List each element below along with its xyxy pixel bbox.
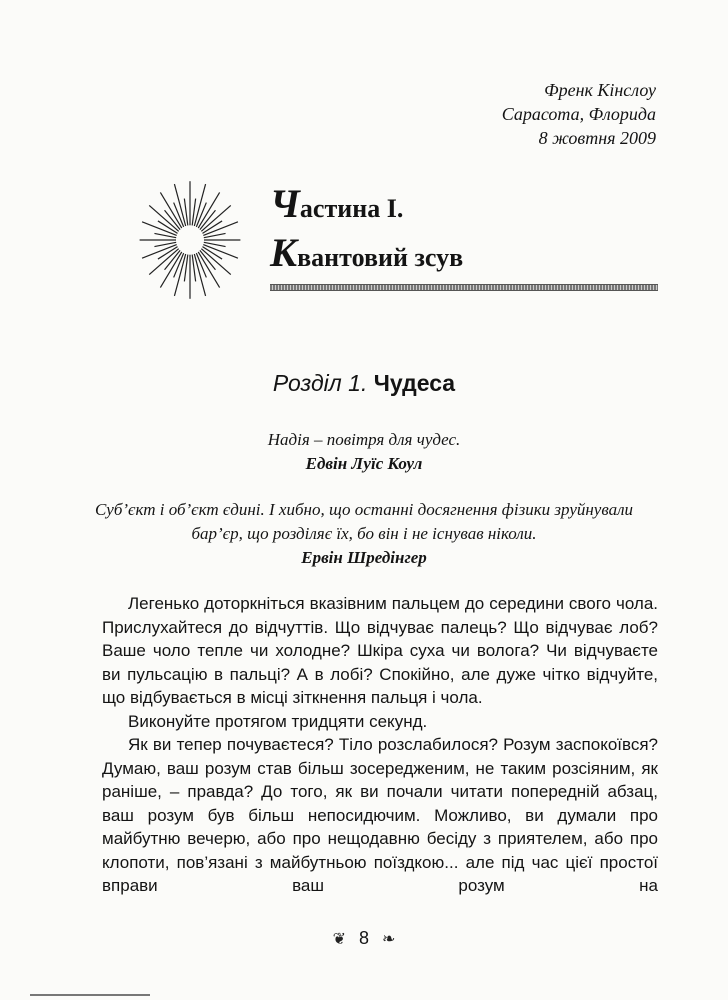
sunburst-ray (142, 222, 177, 236)
page-number: 8 (358, 928, 369, 948)
sunburst-ray (201, 205, 230, 231)
scan-edge-line (30, 994, 150, 996)
sunburst-ray (201, 249, 230, 275)
paragraph: Виконуйте протягом тридцяти секунд. (128, 711, 428, 731)
sunburst-ornament-icon (138, 178, 242, 302)
part-title-rest-2: вантовий зсув (297, 243, 464, 272)
epigraph-text: Суб’єкт і об’єкт єдині. І хибно, що останні досягнення фізики зруйнували бар’єр, що розділяє їх, бо він і не існував ніколи. (94, 500, 634, 543)
epigraph-1 (70, 428, 658, 476)
chapter-heading (0, 370, 728, 397)
scroll-ornament-left-icon: ❦ (332, 931, 346, 948)
sunburst-ray (142, 245, 177, 259)
paragraph: Легенько доторкніться вказівним пальцем до середини свого чола. Прислухайтеся до відчуттів. Що відчуває палець? Що відчуває лоб? Ваше чоло тепле чи холодне? Шкіра суха чи волога? Чи відчуваєте ви пульсацію в пальці? А в лобі? Спокійно, але дуже чітко відчуйте, що відбувається в місці зіткнення пальця і чола. (102, 594, 658, 707)
sunburst-ray (149, 249, 178, 275)
part-title-line1 (270, 182, 463, 231)
scroll-ornament-right-icon: ❧ (382, 931, 396, 948)
chapter-name: Чудеса (373, 370, 456, 396)
part-title-rule (270, 284, 658, 291)
sunburst-ray (203, 245, 238, 259)
signature-date: 8 жовтня 2009 (538, 128, 656, 148)
part-title-line2 (270, 231, 463, 280)
epigraph-author: Ервін Шредінгер (301, 548, 427, 567)
sunburst-ray (149, 205, 178, 231)
part-title-rest-1: астина І. (299, 194, 404, 223)
chapter-number: Розділ 1. (272, 370, 368, 396)
part-title (270, 182, 463, 280)
author-signature (502, 78, 656, 150)
paragraph: Як ви тепер почуваєтеся? Тіло розслабилося? Розум заспокоївся? Думаю, ваш розум став більш зосередженим, не таким розсіяним, як раніше, – правда? До того, як ви почали читати попередній абзац, ваш розум був більш непосидючим. Можливо, ви думали про майбутню вечерю, або про нещодавню бесіду з приятелем, або про клопоти, пов’язані з майбутньою поїздкою... але під час цієї простої вправи ваш розум на (102, 735, 658, 895)
signature-name: Френк Кінслоу (544, 80, 656, 100)
epigraph-2 (70, 498, 658, 570)
part-title-initial-2: К (270, 230, 298, 275)
epigraph-author: Едвін Луїс Коул (305, 454, 423, 473)
body-text (102, 592, 658, 898)
part-title-initial-1: Ч (270, 181, 300, 226)
epigraph-text: Надія – повітря для чудес. (267, 430, 461, 449)
sunburst-ray (203, 222, 238, 236)
signature-place: Сарасота, Флорида (501, 104, 656, 124)
page-footer (0, 928, 728, 949)
